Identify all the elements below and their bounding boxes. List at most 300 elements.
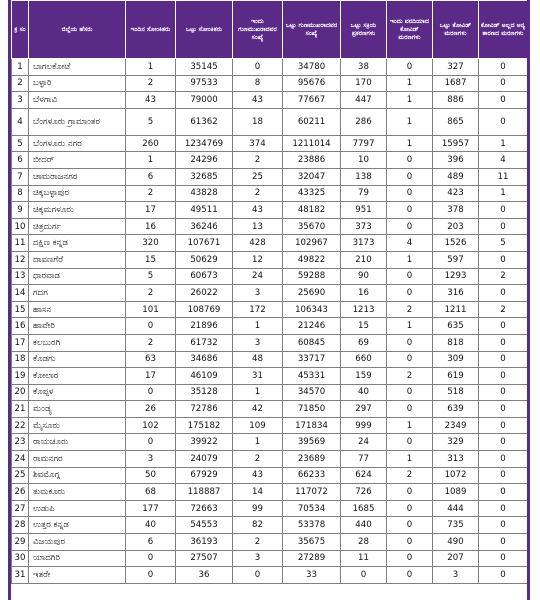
cell-district-name: ದಕ್ಷಿಣ ಕನ್ನಡ bbox=[29, 235, 126, 252]
cell-today-cases: 2 bbox=[126, 334, 176, 351]
table-row bbox=[12, 268, 528, 285]
cell-today-deaths: 1 bbox=[387, 75, 433, 92]
cell-today-deaths: 0 bbox=[387, 550, 433, 567]
cell-total-recovered: 49822 bbox=[283, 251, 341, 268]
cell-today-deaths: 1 bbox=[387, 251, 433, 268]
cell-today-cases: 260 bbox=[126, 135, 176, 152]
cell-district-name: ರಾಮನಗರ bbox=[29, 451, 126, 468]
cell-district-name: ಬೆಂಗಳೂರು ಗ್ರಾಮಾಂತರ bbox=[29, 108, 126, 135]
cell-total-recovered: 53378 bbox=[283, 517, 341, 534]
cell-total-cases: 49511 bbox=[176, 202, 233, 219]
cell-serial: 24 bbox=[12, 451, 29, 468]
table-row bbox=[12, 334, 528, 351]
cell-district-name: ಚಾಮರಾಜನಗರ bbox=[29, 168, 126, 185]
cell-today-recovered: 2 bbox=[233, 451, 283, 468]
cell-total-recovered: 77667 bbox=[283, 92, 341, 109]
cell-total-deaths: 396 bbox=[433, 152, 479, 169]
cell-today-cases: 15 bbox=[126, 251, 176, 268]
cell-serial: 19 bbox=[12, 368, 29, 385]
cell-today-recovered: 31 bbox=[233, 368, 283, 385]
cell-total-recovered: 35670 bbox=[283, 218, 341, 235]
table-row bbox=[12, 467, 528, 484]
cell-district-name: ಚಿಕ್ಕಮಗಳೂರು bbox=[29, 202, 126, 219]
cell-active-cases: 1213 bbox=[341, 301, 387, 318]
cell-district-name: ಚಿತ್ರದುರ್ಗ bbox=[29, 218, 126, 235]
cell-total-cases: 50629 bbox=[176, 251, 233, 268]
cell-serial: 17 bbox=[12, 334, 29, 351]
cell-district-name: ಇತರೇ bbox=[29, 567, 126, 584]
cell-total-recovered: 1211014 bbox=[283, 135, 341, 152]
table-row bbox=[12, 484, 528, 501]
cell-district-name: ರಾಯಚೂರು bbox=[29, 434, 126, 451]
cell-total-cases: 72663 bbox=[176, 500, 233, 517]
table-row bbox=[12, 218, 528, 235]
cell-today-cases: 1 bbox=[126, 59, 176, 76]
cell-total-recovered: 35675 bbox=[283, 534, 341, 551]
cell-serial: 26 bbox=[12, 484, 29, 501]
cell-total-deaths: 818 bbox=[433, 334, 479, 351]
cell-serial: 25 bbox=[12, 467, 29, 484]
cell-total-cases: 35145 bbox=[176, 59, 233, 76]
cell-other-deaths: 0 bbox=[479, 500, 528, 517]
cell-district-name: ದಾವಣಗೆರೆ bbox=[29, 251, 126, 268]
cell-total-cases: 32685 bbox=[176, 168, 233, 185]
cell-serial: 8 bbox=[12, 185, 29, 202]
cell-district-name: ಉಡುಪಿ bbox=[29, 500, 126, 517]
cell-today-recovered: 2 bbox=[233, 534, 283, 551]
cell-other-deaths: 5 bbox=[479, 235, 528, 252]
cell-total-recovered: 33 bbox=[283, 567, 341, 584]
header-other-deaths: ಕೋವಿಡ್ ಅಲ್ಲದ ಅನ್ಯ ಕಾರಣದ ಮರಣಗಳು bbox=[479, 1, 528, 59]
cell-serial: 27 bbox=[12, 500, 29, 517]
cell-other-deaths: 0 bbox=[479, 318, 528, 335]
cell-total-recovered: 95676 bbox=[283, 75, 341, 92]
cell-total-recovered: 70534 bbox=[283, 500, 341, 517]
header-total-cases: ಒಟ್ಟು ಸೋಂಕಿತರು bbox=[176, 1, 233, 59]
cell-active-cases: 373 bbox=[341, 218, 387, 235]
cell-today-cases: 6 bbox=[126, 534, 176, 551]
table-row bbox=[12, 108, 528, 135]
cell-total-recovered: 59288 bbox=[283, 268, 341, 285]
cell-serial: 6 bbox=[12, 152, 29, 169]
cell-active-cases: 138 bbox=[341, 168, 387, 185]
cell-today-cases: 0 bbox=[126, 567, 176, 584]
cell-serial: 1 bbox=[12, 59, 29, 76]
cell-total-cases: 46109 bbox=[176, 368, 233, 385]
cell-district-name: ಚಿಕ್ಕಬಳ್ಳಾಪುರ bbox=[29, 185, 126, 202]
cell-active-cases: 38 bbox=[341, 59, 387, 76]
cell-today-deaths: 1 bbox=[387, 108, 433, 135]
cell-total-deaths: 886 bbox=[433, 92, 479, 109]
cell-today-deaths: 1 bbox=[387, 135, 433, 152]
table-header-row bbox=[12, 1, 528, 59]
cell-today-recovered: 2 bbox=[233, 185, 283, 202]
cell-today-cases: 5 bbox=[126, 108, 176, 135]
cell-total-cases: 108769 bbox=[176, 301, 233, 318]
cell-today-recovered: 0 bbox=[233, 59, 283, 76]
cell-district-name: ಬೆಳಗಾವಿ bbox=[29, 92, 126, 109]
cell-total-deaths: 313 bbox=[433, 451, 479, 468]
cell-today-recovered: 18 bbox=[233, 108, 283, 135]
cell-total-deaths: 378 bbox=[433, 202, 479, 219]
cell-total-deaths: 1089 bbox=[433, 484, 479, 501]
cell-total-deaths: 865 bbox=[433, 108, 479, 135]
cell-today-deaths: 1 bbox=[387, 92, 433, 109]
cell-active-cases: 447 bbox=[341, 92, 387, 109]
cell-total-deaths: 316 bbox=[433, 285, 479, 302]
table-row bbox=[12, 500, 528, 517]
table-row bbox=[12, 251, 528, 268]
cell-other-deaths: 0 bbox=[479, 108, 528, 135]
cell-other-deaths: 0 bbox=[479, 285, 528, 302]
cell-total-cases: 27507 bbox=[176, 550, 233, 567]
cell-today-recovered: 1 bbox=[233, 318, 283, 335]
cell-total-recovered: 23689 bbox=[283, 451, 341, 468]
cell-today-deaths: 2 bbox=[387, 301, 433, 318]
cell-other-deaths: 0 bbox=[479, 401, 528, 418]
cell-other-deaths: 0 bbox=[479, 59, 528, 76]
cell-active-cases: 77 bbox=[341, 451, 387, 468]
table-row bbox=[12, 318, 528, 335]
cell-other-deaths: 1 bbox=[479, 185, 528, 202]
cell-today-cases: 40 bbox=[126, 517, 176, 534]
cell-total-recovered: 34570 bbox=[283, 384, 341, 401]
cell-today-recovered: 24 bbox=[233, 268, 283, 285]
table-row bbox=[12, 235, 528, 252]
cell-today-deaths: 1 bbox=[387, 417, 433, 434]
cell-active-cases: 3173 bbox=[341, 235, 387, 252]
header-serial: ಕ್ರ ಸಂ bbox=[12, 1, 29, 59]
cell-today-deaths: 2 bbox=[387, 467, 433, 484]
cell-other-deaths: 2 bbox=[479, 268, 528, 285]
cell-serial: 29 bbox=[12, 534, 29, 551]
cell-total-deaths: 1072 bbox=[433, 467, 479, 484]
cell-active-cases: 660 bbox=[341, 351, 387, 368]
cell-today-recovered: 43 bbox=[233, 202, 283, 219]
cell-active-cases: 10 bbox=[341, 152, 387, 169]
cell-total-deaths: 207 bbox=[433, 550, 479, 567]
cell-active-cases: 159 bbox=[341, 368, 387, 385]
cell-today-deaths: 0 bbox=[387, 202, 433, 219]
cell-serial: 13 bbox=[12, 268, 29, 285]
cell-total-deaths: 203 bbox=[433, 218, 479, 235]
cell-other-deaths: 0 bbox=[479, 517, 528, 534]
cell-today-cases: 16 bbox=[126, 218, 176, 235]
table-row bbox=[12, 384, 528, 401]
cell-total-cases: 24296 bbox=[176, 152, 233, 169]
cell-total-cases: 36 bbox=[176, 567, 233, 584]
cell-total-recovered: 21246 bbox=[283, 318, 341, 335]
cell-today-recovered: 0 bbox=[233, 567, 283, 584]
cell-total-deaths: 1211 bbox=[433, 301, 479, 318]
cell-total-deaths: 444 bbox=[433, 500, 479, 517]
table-row bbox=[12, 368, 528, 385]
cell-active-cases: 999 bbox=[341, 417, 387, 434]
cell-active-cases: 11 bbox=[341, 550, 387, 567]
cell-today-recovered: 43 bbox=[233, 467, 283, 484]
cell-total-recovered: 48182 bbox=[283, 202, 341, 219]
cell-district-name: ಉತ್ತರ ಕನ್ನಡ bbox=[29, 517, 126, 534]
cell-today-recovered: 374 bbox=[233, 135, 283, 152]
cell-district-name: ಧಾರವಾಡ bbox=[29, 268, 126, 285]
cell-serial: 7 bbox=[12, 168, 29, 185]
cell-active-cases: 28 bbox=[341, 534, 387, 551]
cell-today-recovered: 42 bbox=[233, 401, 283, 418]
cell-other-deaths: 0 bbox=[479, 334, 528, 351]
cell-total-recovered: 27289 bbox=[283, 550, 341, 567]
cell-total-recovered: 33717 bbox=[283, 351, 341, 368]
cell-total-recovered: 25690 bbox=[283, 285, 341, 302]
cell-district-name: ಹಾಸನ bbox=[29, 301, 126, 318]
cell-active-cases: 79 bbox=[341, 185, 387, 202]
cell-district-name: ಮಂಡ್ಯ bbox=[29, 401, 126, 418]
cell-serial: 23 bbox=[12, 434, 29, 451]
cell-active-cases: 1685 bbox=[341, 500, 387, 517]
cell-today-recovered: 12 bbox=[233, 251, 283, 268]
cell-other-deaths: 0 bbox=[479, 467, 528, 484]
table-row bbox=[12, 567, 528, 584]
cell-today-cases: 50 bbox=[126, 467, 176, 484]
cell-total-deaths: 1526 bbox=[433, 235, 479, 252]
cell-district-name: ಮೈಸೂರು bbox=[29, 417, 126, 434]
cell-today-recovered: 1 bbox=[233, 384, 283, 401]
cell-today-recovered: 3 bbox=[233, 550, 283, 567]
cell-total-cases: 1234769 bbox=[176, 135, 233, 152]
cell-today-cases: 320 bbox=[126, 235, 176, 252]
cell-other-deaths: 2 bbox=[479, 301, 528, 318]
cell-other-deaths: 0 bbox=[479, 484, 528, 501]
cell-total-deaths: 735 bbox=[433, 517, 479, 534]
cell-serial: 4 bbox=[12, 108, 29, 135]
cell-serial: 10 bbox=[12, 218, 29, 235]
cell-total-recovered: 117072 bbox=[283, 484, 341, 501]
cell-serial: 21 bbox=[12, 401, 29, 418]
cell-total-recovered: 106343 bbox=[283, 301, 341, 318]
cell-today-recovered: 1 bbox=[233, 434, 283, 451]
cell-total-recovered: 66233 bbox=[283, 467, 341, 484]
cell-total-deaths: 639 bbox=[433, 401, 479, 418]
cell-total-recovered: 43325 bbox=[283, 185, 341, 202]
cell-today-cases: 3 bbox=[126, 451, 176, 468]
cell-serial: 9 bbox=[12, 202, 29, 219]
cell-total-cases: 26022 bbox=[176, 285, 233, 302]
cell-other-deaths: 0 bbox=[479, 550, 528, 567]
cell-today-cases: 68 bbox=[126, 484, 176, 501]
table-row bbox=[12, 451, 528, 468]
cell-today-deaths: 0 bbox=[387, 351, 433, 368]
cell-today-deaths: 1 bbox=[387, 451, 433, 468]
cell-serial: 14 bbox=[12, 285, 29, 302]
table-row bbox=[12, 75, 528, 92]
cell-total-cases: 36246 bbox=[176, 218, 233, 235]
cell-today-deaths: 0 bbox=[387, 484, 433, 501]
cell-other-deaths: 0 bbox=[479, 202, 528, 219]
report-frame bbox=[8, 0, 530, 600]
cell-today-recovered: 2 bbox=[233, 152, 283, 169]
cell-serial: 16 bbox=[12, 318, 29, 335]
cell-active-cases: 15 bbox=[341, 318, 387, 335]
cell-total-cases: 60673 bbox=[176, 268, 233, 285]
cell-today-deaths: 0 bbox=[387, 567, 433, 584]
header-total-deaths: ಒಟ್ಟು ಕೋವಿಡ್ ಮರಣಗಳು bbox=[433, 1, 479, 59]
cell-today-recovered: 14 bbox=[233, 484, 283, 501]
cell-total-cases: 72786 bbox=[176, 401, 233, 418]
cell-district-name: ವಿಜಯಪುರ bbox=[29, 534, 126, 551]
cell-today-cases: 102 bbox=[126, 417, 176, 434]
cell-district-name: ಬೀದರ್ bbox=[29, 152, 126, 169]
cell-district-name: ಕೊಡಗು bbox=[29, 351, 126, 368]
cell-other-deaths: 0 bbox=[479, 368, 528, 385]
cell-total-deaths: 2349 bbox=[433, 417, 479, 434]
cell-total-recovered: 60845 bbox=[283, 334, 341, 351]
cell-other-deaths: 0 bbox=[479, 451, 528, 468]
cell-active-cases: 726 bbox=[341, 484, 387, 501]
cell-district-name: ಹಾವೇರಿ bbox=[29, 318, 126, 335]
cell-serial: 22 bbox=[12, 417, 29, 434]
cell-today-cases: 0 bbox=[126, 550, 176, 567]
cell-today-deaths: 0 bbox=[387, 185, 433, 202]
cell-today-cases: 6 bbox=[126, 168, 176, 185]
header-today-deaths: ಇಂದು ವರದಿಯಾದ ಕೋವಿಡ್ ಮರಣಗಳು bbox=[387, 1, 433, 59]
cell-total-cases: 21896 bbox=[176, 318, 233, 335]
cell-today-recovered: 82 bbox=[233, 517, 283, 534]
cell-today-recovered: 428 bbox=[233, 235, 283, 252]
cell-today-recovered: 8 bbox=[233, 75, 283, 92]
cell-district-name: ಶಿವಮೊಗ್ಗ bbox=[29, 467, 126, 484]
cell-today-recovered: 109 bbox=[233, 417, 283, 434]
cell-today-cases: 0 bbox=[126, 384, 176, 401]
cell-today-deaths: 2 bbox=[387, 368, 433, 385]
cell-serial: 31 bbox=[12, 567, 29, 584]
table-row bbox=[12, 351, 528, 368]
cell-total-deaths: 1687 bbox=[433, 75, 479, 92]
cell-total-cases: 61732 bbox=[176, 334, 233, 351]
cell-total-deaths: 423 bbox=[433, 185, 479, 202]
cell-other-deaths: 0 bbox=[479, 92, 528, 109]
cell-today-recovered: 13 bbox=[233, 218, 283, 235]
table-row bbox=[12, 550, 528, 567]
cell-today-cases: 177 bbox=[126, 500, 176, 517]
cell-today-recovered: 99 bbox=[233, 500, 283, 517]
cell-active-cases: 40 bbox=[341, 384, 387, 401]
table-row bbox=[12, 59, 528, 76]
cell-active-cases: 440 bbox=[341, 517, 387, 534]
table-row bbox=[12, 417, 528, 434]
cell-today-deaths: 0 bbox=[387, 59, 433, 76]
cell-district-name: ಕಲಬುರಗಿ bbox=[29, 334, 126, 351]
cell-today-deaths: 0 bbox=[387, 268, 433, 285]
cell-today-deaths: 0 bbox=[387, 384, 433, 401]
cell-total-deaths: 518 bbox=[433, 384, 479, 401]
cell-today-cases: 26 bbox=[126, 401, 176, 418]
cell-today-cases: 2 bbox=[126, 75, 176, 92]
cell-total-cases: 175182 bbox=[176, 417, 233, 434]
cell-total-recovered: 23886 bbox=[283, 152, 341, 169]
cell-today-cases: 0 bbox=[126, 318, 176, 335]
cell-total-deaths: 327 bbox=[433, 59, 479, 76]
cell-total-deaths: 1293 bbox=[433, 268, 479, 285]
cell-today-cases: 17 bbox=[126, 202, 176, 219]
cell-total-cases: 34686 bbox=[176, 351, 233, 368]
cell-serial: 15 bbox=[12, 301, 29, 318]
cell-today-cases: 5 bbox=[126, 268, 176, 285]
cell-today-deaths: 4 bbox=[387, 235, 433, 252]
cell-today-recovered: 3 bbox=[233, 334, 283, 351]
cell-active-cases: 16 bbox=[341, 285, 387, 302]
cell-total-cases: 61362 bbox=[176, 108, 233, 135]
cell-active-cases: 951 bbox=[341, 202, 387, 219]
cell-total-deaths: 490 bbox=[433, 534, 479, 551]
cell-other-deaths: 0 bbox=[479, 434, 528, 451]
cell-total-cases: 118887 bbox=[176, 484, 233, 501]
table-row bbox=[12, 202, 528, 219]
cell-total-recovered: 71850 bbox=[283, 401, 341, 418]
cell-today-deaths: 0 bbox=[387, 334, 433, 351]
cell-total-cases: 24079 bbox=[176, 451, 233, 468]
cell-serial: 5 bbox=[12, 135, 29, 152]
cell-other-deaths: 0 bbox=[479, 75, 528, 92]
table-row bbox=[12, 301, 528, 318]
cell-other-deaths: 0 bbox=[479, 384, 528, 401]
cell-today-cases: 17 bbox=[126, 368, 176, 385]
cell-serial: 28 bbox=[12, 517, 29, 534]
cell-serial: 12 bbox=[12, 251, 29, 268]
cell-other-deaths: 0 bbox=[479, 417, 528, 434]
cell-today-cases: 0 bbox=[126, 434, 176, 451]
cell-total-recovered: 171834 bbox=[283, 417, 341, 434]
cell-district-name: ಕೋಲಾರ bbox=[29, 368, 126, 385]
cell-total-deaths: 597 bbox=[433, 251, 479, 268]
cell-today-recovered: 43 bbox=[233, 92, 283, 109]
cell-today-cases: 1 bbox=[126, 152, 176, 169]
cell-today-deaths: 0 bbox=[387, 168, 433, 185]
cell-active-cases: 0 bbox=[341, 567, 387, 584]
cell-total-cases: 54553 bbox=[176, 517, 233, 534]
cell-today-deaths: 0 bbox=[387, 401, 433, 418]
cell-total-cases: 107671 bbox=[176, 235, 233, 252]
cell-total-cases: 67929 bbox=[176, 467, 233, 484]
cell-total-recovered: 45331 bbox=[283, 368, 341, 385]
cell-today-recovered: 172 bbox=[233, 301, 283, 318]
cell-today-cases: 101 bbox=[126, 301, 176, 318]
cell-active-cases: 297 bbox=[341, 401, 387, 418]
cell-district-name: ಬೆಂಗಳೂರು ನಗರ bbox=[29, 135, 126, 152]
header-district-name: ಜಿಲ್ಲೆಯ ಹೆಸರು bbox=[29, 1, 126, 59]
cell-other-deaths: 4 bbox=[479, 152, 528, 169]
cell-active-cases: 210 bbox=[341, 251, 387, 268]
header-active-cases: ಒಟ್ಟು ಸಕ್ರಿಯ ಪ್ರಕರಣಗಳು bbox=[341, 1, 387, 59]
cell-today-deaths: 0 bbox=[387, 534, 433, 551]
cell-today-deaths: 0 bbox=[387, 434, 433, 451]
cell-total-cases: 36193 bbox=[176, 534, 233, 551]
cell-active-cases: 170 bbox=[341, 75, 387, 92]
table-row bbox=[12, 517, 528, 534]
cell-district-name: ಕೊಪ್ಪಳ bbox=[29, 384, 126, 401]
cell-total-cases: 79000 bbox=[176, 92, 233, 109]
cell-district-name: ಬಾಗಲಕೋಟೆ bbox=[29, 59, 126, 76]
cell-active-cases: 286 bbox=[341, 108, 387, 135]
cell-serial: 3 bbox=[12, 92, 29, 109]
cell-total-recovered: 60211 bbox=[283, 108, 341, 135]
table-row bbox=[12, 135, 528, 152]
cell-total-recovered: 102967 bbox=[283, 235, 341, 252]
cell-today-cases: 2 bbox=[126, 285, 176, 302]
table-row bbox=[12, 92, 528, 109]
table-row bbox=[12, 434, 528, 451]
cell-district-name: ಯಾದಗಿರಿ bbox=[29, 550, 126, 567]
cell-today-recovered: 25 bbox=[233, 168, 283, 185]
cell-other-deaths: 0 bbox=[479, 251, 528, 268]
